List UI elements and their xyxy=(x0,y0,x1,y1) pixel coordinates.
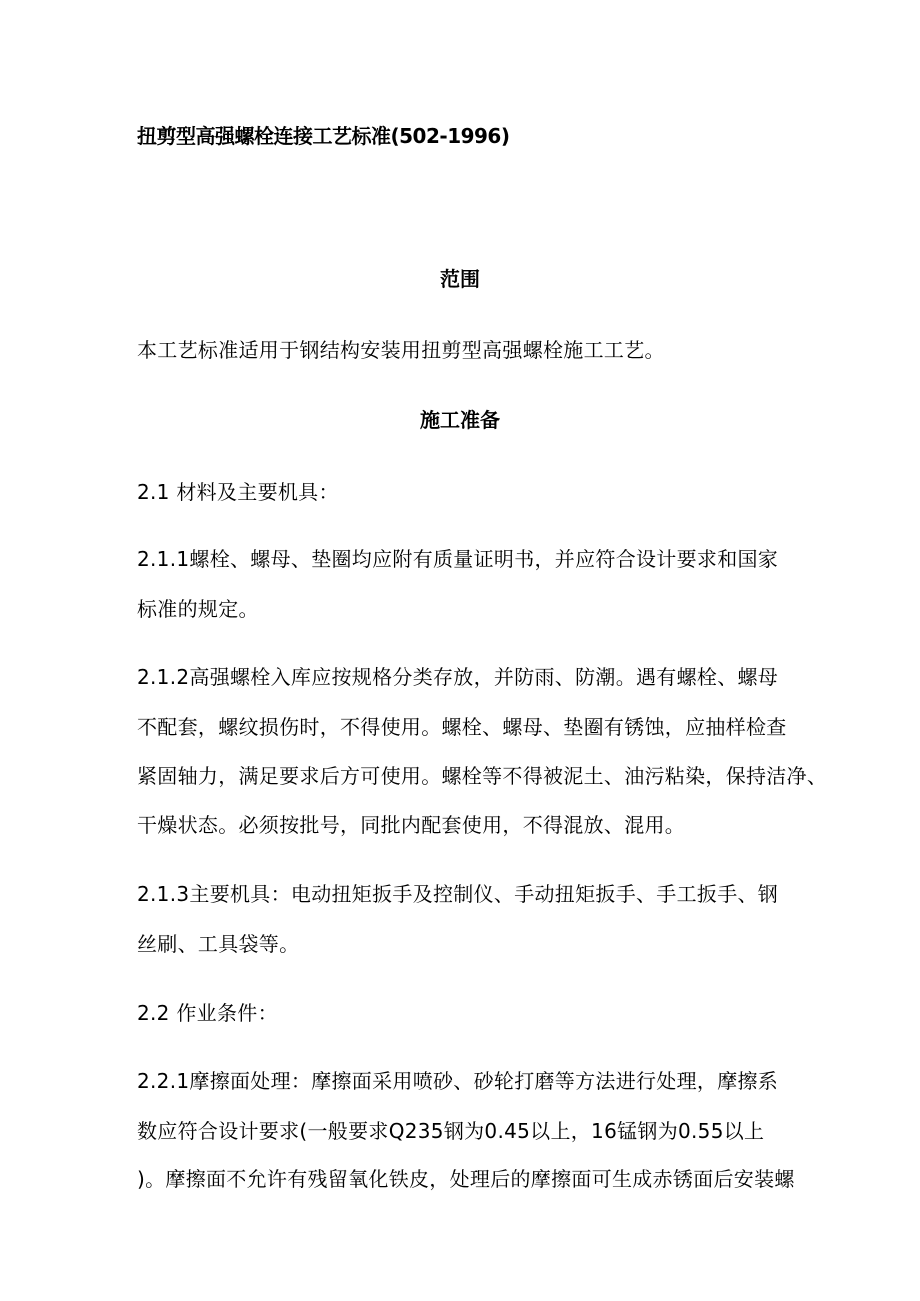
clause-2-2-1-line: )。摩擦面不允许有残留氧化铁皮，处理后的摩擦面可生成赤锈面后安装螺 xyxy=(137,1167,795,1191)
clause-2-1-2-line: 紧固轴力，满足要求后方可使用。螺栓等不得被泥土、油污粘染，保持洁净、 xyxy=(137,764,828,788)
section-heading-scope: 范围 xyxy=(440,267,480,291)
clause-2-1-3-line: 2.1.3主要机具：电动扭矩扳手及控制仪、手动扭矩扳手、手工扳手、钢 xyxy=(137,882,779,906)
clause-2-1-1-line: 2.1.1螺栓、螺母、垫圈均应附有质量证明书，并应符合设计要求和国家 xyxy=(137,547,779,571)
document-title: 扭剪型高强螺栓连接工艺标准(502-1996) xyxy=(137,124,510,148)
clause-2-1-3-line: 丝刷、工具袋等。 xyxy=(137,932,300,956)
clause-2-1-1-line: 标准的规定。 xyxy=(137,597,259,621)
clause-2-1: 2.1 材料及主要机具： xyxy=(137,480,339,504)
clause-2-1-2-line: 干燥状态。必须按批号，同批内配套使用，不得混放、混用。 xyxy=(137,813,686,837)
scope-paragraph: 本工艺标准适用于钢结构安装用扭剪型高强螺栓施工工艺。 xyxy=(137,338,665,362)
section-heading-preparation: 施工准备 xyxy=(420,408,500,432)
clause-2-2-1-line: 2.2.1摩擦面处理：摩擦面采用喷砂、砂轮打磨等方法进行处理，摩擦系 xyxy=(137,1069,779,1093)
clause-2-1-2-line: 2.1.2高强螺栓入库应按规格分类存放，并防雨、防潮。遇有螺栓、螺母 xyxy=(137,665,779,689)
clause-2-1-2-line: 不配套，螺纹损伤时，不得使用。螺栓、螺母、垫圈有锈蚀，应抽样检查 xyxy=(137,715,787,739)
clause-2-2: 2.2 作业条件： xyxy=(137,1001,278,1025)
clause-2-2-1-line: 数应符合设计要求(一般要求Q235钢为0.45以上，16锰钢为0.55以上 xyxy=(137,1119,765,1143)
